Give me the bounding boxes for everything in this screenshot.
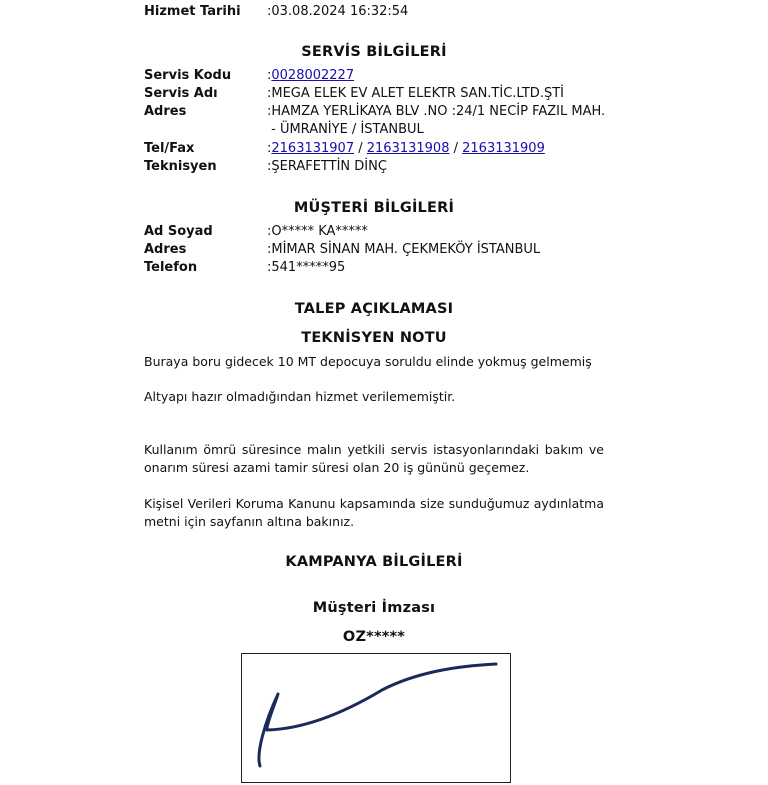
tel-link-2[interactable]: 2163131908 — [366, 141, 450, 156]
servis-code-link[interactable]: 0028002227 — [271, 68, 355, 83]
servis-name-label: Servis Adı — [144, 86, 218, 101]
colon: : — [267, 68, 272, 83]
servis-address-label: Adres — [144, 104, 187, 119]
servis-address-line1: :HAMZA YERLİKAYA BLV .NO :24/1 NECİP FAZIL MAH. — [267, 104, 606, 119]
servis-heading: SERVİS BİLGİLERİ — [301, 44, 447, 60]
kampanya-heading: KAMPANYA BİLGİLERİ — [285, 554, 463, 570]
musteri-name-label: Ad Soyad — [144, 224, 213, 239]
signature-drawing — [242, 654, 509, 781]
signature-box — [241, 653, 511, 783]
teknisyen-notu-heading: TEKNİSYEN NOTU — [301, 330, 447, 346]
signature-name: OZ***** — [342, 629, 406, 645]
servis-tel-label: Tel/Fax — [144, 141, 195, 156]
musteri-heading: MÜŞTERİ BİLGİLERİ — [293, 200, 455, 216]
service-date-label: Hizmet Tarihi — [144, 4, 241, 19]
tel-link-3[interactable]: 2163131909 — [462, 141, 545, 156]
teknisyen-note-1: Buraya boru gidecek 10 MT depocuya soruldu elinde yokmuş gelmemiş — [144, 354, 592, 369]
teknisyen-note-2: Altyapı hazır olmadığından hizmet verilememiştir. — [144, 389, 456, 404]
musteri-address-value: :MİMAR SİNAN MAH. ÇEKMEKÖY İSTANBUL — [267, 242, 541, 257]
separator: / — [354, 141, 367, 156]
servis-tech-label: Teknisyen — [144, 159, 217, 174]
servis-tech-value: :ŞERAFETTİN DİNÇ — [267, 159, 387, 174]
talep-heading: TALEP AÇIKLAMASI — [294, 301, 454, 317]
musteri-address-label: Adres — [144, 242, 187, 257]
servis-name-value: :MEGA ELEK EV ALET ELEKTR SAN.TİC.LTD.ŞTİ — [267, 86, 564, 101]
legal-paragraph-kvkk: Kişisel Verileri Koruma Kanunu kapsamında size sunduğumuz aydınlatma metni için sayfanın altına bakınız. — [144, 496, 604, 529]
musteri-phone-label: Telefon — [144, 260, 198, 275]
service-date-value: :03.08.2024 16:32:54 — [267, 4, 409, 19]
separator: / — [449, 141, 463, 156]
colon: : — [267, 141, 272, 156]
legal-paragraph-warranty: Kullanım ömrü süresince malın yetkili servis istasyonlarındaki bakım ve onarım süresi azami tamir süresi olan 20 iş gününü geçemez. — [144, 442, 604, 475]
servis-code-label: Servis Kodu — [144, 68, 232, 83]
musteri-phone-value: :541*****95 — [267, 260, 346, 275]
servis-address-line2: - ÜMRANİYE / İSTANBUL — [267, 122, 424, 137]
signature-heading: Müşteri İmzası — [312, 600, 436, 616]
musteri-name-value: :O***** KA***** — [267, 224, 368, 239]
tel-link-1[interactable]: 2163131907 — [271, 141, 355, 156]
